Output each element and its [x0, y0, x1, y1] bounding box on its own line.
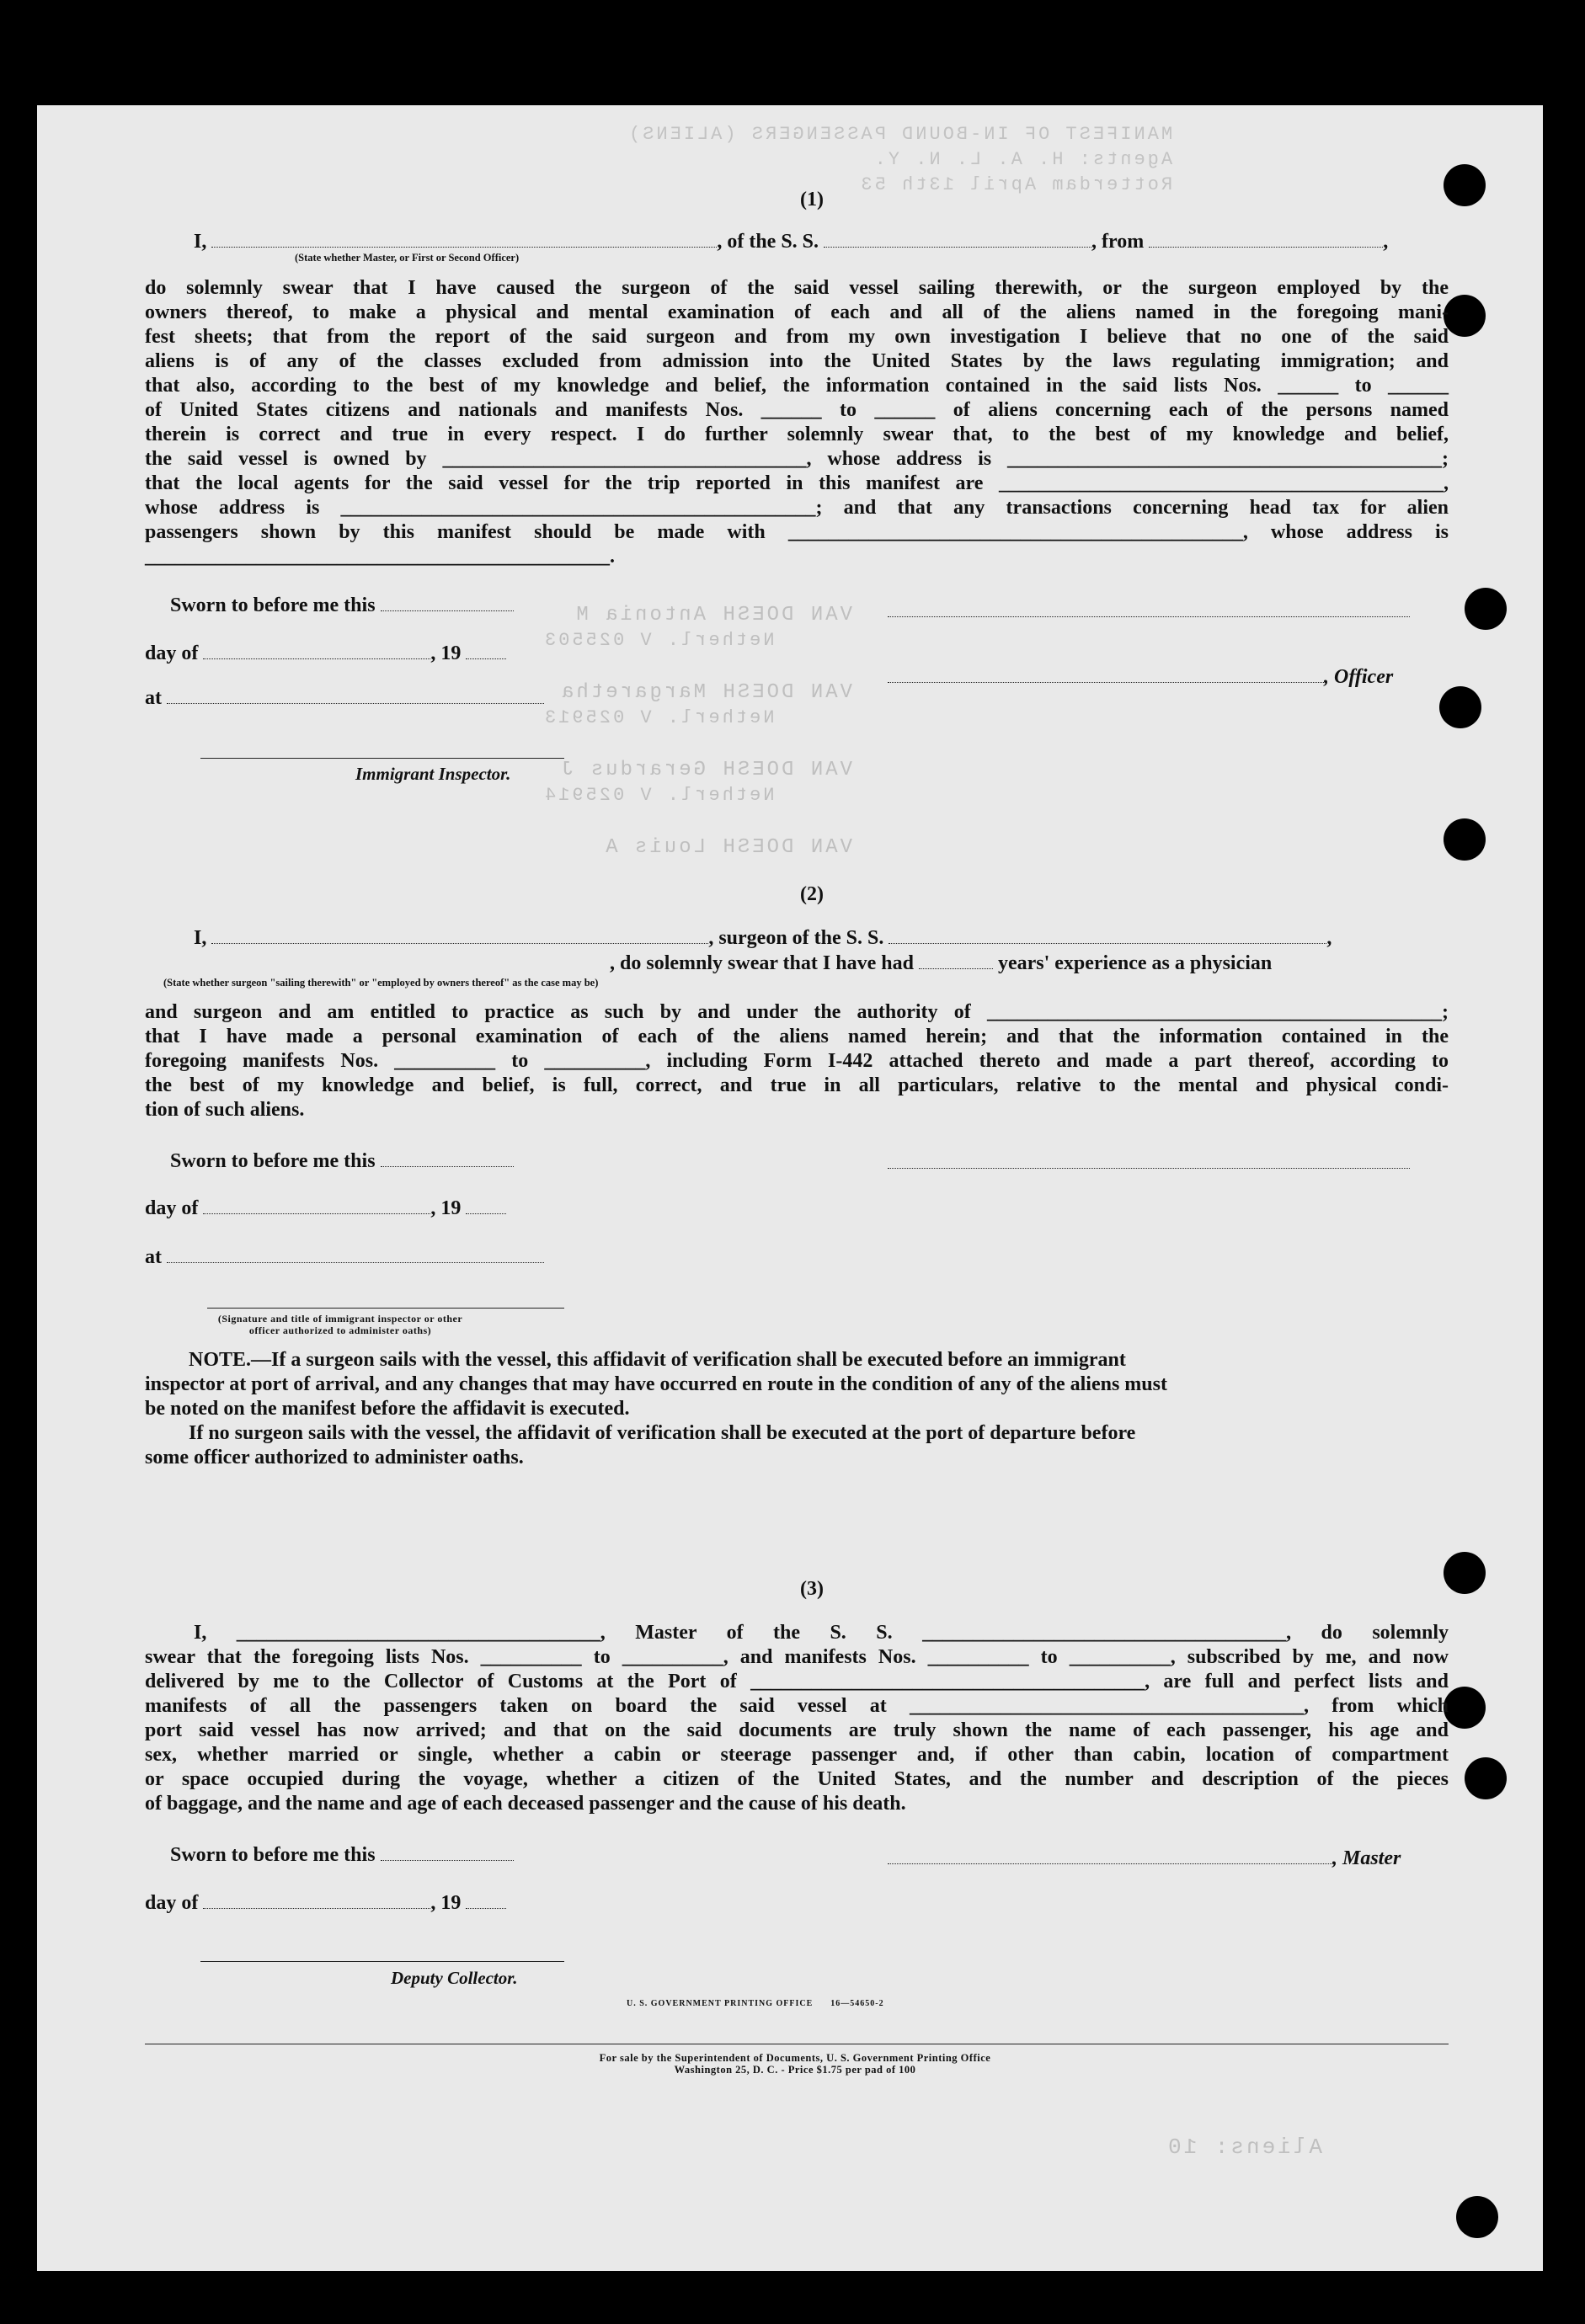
day-of-field[interactable]	[203, 1891, 430, 1909]
section-1-number: (1)	[800, 189, 824, 211]
section-1-at: at	[145, 686, 544, 710]
year-field[interactable]	[466, 1891, 506, 1909]
section-2-day-of: day of , 19	[145, 1197, 506, 1220]
punch-hole	[1444, 164, 1486, 206]
section-2-at: at	[145, 1245, 544, 1269]
punch-hole	[1465, 588, 1507, 630]
punch-hole	[1444, 1687, 1486, 1729]
section-2-oath-text: and surgeon and am entitled to practice as such by and under the authority of _____________________________________________; that I have made a personal examination of each of the aliens named herein; and that the information contained in the foregoing manifests Nos. __________ to __________, including Form I-442 attached thereto and made a part thereof, according to the best of my knowledge and belief, is full, correct, and true in all particulars, relative to the mental and physical condi- tion of such aliens.	[145, 1001, 1449, 1121]
master-caption: (State whether Master, or First or Second Officer)	[295, 252, 520, 264]
day-of-field[interactable]	[203, 642, 430, 659]
signature-caption: (Signature and title of immigrant inspector or other officer authorized to administer oaths)	[217, 1313, 463, 1336]
section-2-sworn: Sworn to before me this	[170, 1149, 514, 1173]
section-3-number: (3)	[800, 1578, 824, 1600]
sworn-date-field[interactable]	[381, 1149, 514, 1167]
punch-hole	[1465, 1757, 1507, 1799]
section-3-sworn: Sworn to before me this	[170, 1843, 514, 1867]
section-1-oath-text: do solemnly swear that I have caused the surgeon of the said vessel sailing therewith, or the surgeon employed by the owners thereof, to make a physical and mental examination of each and all of the aliens named in the foregoing mani- fest sheets; that from the report of the said surgeon and from my own investigation I believe that no one of the said aliens is of any of the classes excluded from admission into the United States by the laws regulating immigration; and that also, according to the best of my knowledge and belief, the information contained in the said lists Nos. ______ to ______ of United States citizens and nationals and manifests Nos. ______ to ______ of aliens concerning each of the persons named therein is correct and true in every respect. I do further solemnly swear that, to the best of my knowledge and belief, the said vessel is owned by ____________________________________, whose address is ___________________________________________; that the local agents for the said vessel for the trip reported in this manifest are ____________________________________________, whose address is _______________________________________________; and that any transactions concerning head tax for alien passengers shown by this manifest should be made with _____________________________________________, whose address is ______________________________________________.	[145, 277, 1449, 568]
deputy-caption: Deputy Collector.	[391, 1968, 518, 1988]
master-name-field[interactable]	[211, 230, 717, 248]
years-experience-field[interactable]	[919, 951, 993, 969]
section-2-line2: , do solemnly swear that I have had years' experience as a physician	[610, 952, 1273, 974]
year-field[interactable]	[466, 642, 506, 659]
section-1-day-of: day of , 19	[145, 642, 506, 665]
section-1-sworn: Sworn to before me this	[170, 594, 514, 617]
master-signature: , Master	[888, 1847, 1401, 1870]
sworn-date-field[interactable]	[381, 1843, 514, 1861]
officer-sig-top-line	[888, 616, 1410, 617]
bleed-through-names: VAN DOESH Antonia M VAN DOESH Margaretha VAN DOESH Gerardus J VAN DOESH Louis A	[559, 604, 853, 859]
bleed-through-text: MANIFEST OF IN-BOUND PASSENGERS (ALIENS) Agents: H. A. L. N. Y. Rotterdam April 13th 53	[627, 124, 1173, 195]
officer-signature-line	[207, 1308, 564, 1309]
punch-hole	[1444, 1552, 1486, 1594]
inspector-signature-line	[200, 758, 564, 759]
section-3-day-of: day of , 19	[145, 1891, 506, 1915]
punch-hole	[1444, 295, 1486, 337]
master-signature-field[interactable]	[888, 1847, 1332, 1864]
surgeon-name-field[interactable]	[211, 926, 708, 944]
surgeon-signature-line	[888, 1168, 1410, 1169]
bleed-through-count: Aliens: 10	[1166, 2135, 1323, 2160]
day-of-field[interactable]	[203, 1197, 430, 1214]
punch-hole	[1444, 818, 1486, 861]
punch-hole	[1439, 686, 1481, 728]
note-paragraph: NOTE.—If a surgeon sails with the vessel, this affidavit of verification shall be executed before an immigrant inspector at port of arrival, and any changes that may have occurred en route in the condition of any of the aliens must be noted on the manifest before the affidavit is executed. If no surgeon sails with the vessel, the affidavit of verification shall be executed at the port of departure before some officer authorized to administer oaths.	[145, 1349, 1167, 1468]
at-place-field[interactable]	[167, 1245, 544, 1263]
officer-signature-field[interactable]	[888, 665, 1324, 683]
bleed-through-nationality: Netherl. V 025503 Netherl. V 025913 Netherl. V 025914	[542, 630, 775, 806]
at-place-field[interactable]	[167, 686, 544, 704]
section-3-oath-text: I, ____________________________________, Master of the S. S. ____________________________________, do solemnly swear that the foregoing lists Nos. __________ to __________, and manifests Nos. __________ to __________, subscribed by me, and now delivered by me to the Collector of Customs at the Port of _______________________________________, are full and perfect lists and manifests of all the passengers taken on board the said vessel at _______________________________________, from which port said vessel has now arrived; and that on the said documents are truly shown the name of each passenger, his age and sex, whether married or single, whether a cabin or steerage passenger and, if other than cabin, location of compartment or space occupied during the voyage, whether a citizen of the United States, and the number and description of the pieces of baggage, and the name and age of each deceased passenger and the cause of his death.	[145, 1622, 1449, 1815]
sworn-date-field[interactable]	[381, 594, 514, 611]
manifest-back-sheet	[37, 105, 1543, 2271]
section-2-number: (2)	[800, 883, 824, 905]
from-port-field[interactable]	[1149, 230, 1383, 248]
printer-imprint: U. S. GOVERNMENT PRINTING OFFICE 16—54650-2	[627, 1999, 884, 2008]
punch-hole	[1456, 2196, 1498, 2238]
surgeon-caption: (State whether surgeon "sailing therewith" or "employed by owners thereof" as the case may be)	[163, 977, 599, 989]
deputy-signature-line	[200, 1961, 564, 1962]
inspector-caption: Immigrant Inspector.	[355, 764, 511, 784]
section-2-line1: I, , surgeon of the S. S. ,	[194, 927, 1332, 949]
footer-sale-notice: For sale by the Superintendent of Documents, U. S. Government Printing Office Washington 25, D. C. - Price $1.75 per pad of 100	[599, 2052, 991, 2076]
section-1-header-line: I, , of the S. S. , from ,	[194, 231, 1389, 253]
surgeon-vessel-field[interactable]	[889, 926, 1326, 944]
year-field[interactable]	[466, 1197, 506, 1214]
officer-signature: , Officer	[888, 665, 1393, 689]
vessel-name-field[interactable]	[824, 230, 1091, 248]
